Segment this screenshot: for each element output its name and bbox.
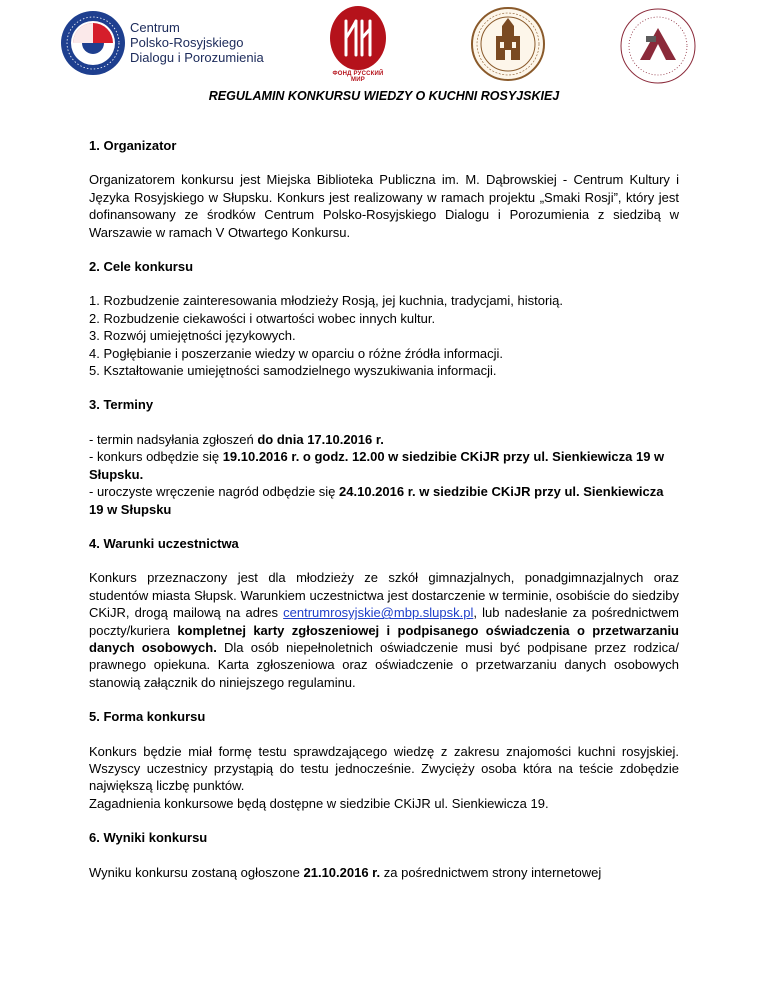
form-text-2: Zagadnienia konkursowe będą dostępne w siedzibie CKiJR ul. Sienkiewicza 19. [89,795,549,811]
section-heading-conditions: 4. Warunki uczestnictwa [89,535,239,551]
goal-item: 5. Kształtowanie umiejętności samodzielnego wyszukiwania informacji. [89,363,497,379]
russkiy-mir-caption: ФОНД РУССКИЙ МИР [332,71,384,83]
conditions-part: Konkurs przeznaczony jest dla młodzieży ze szkół gimnazjalnych, ponadgimnazjalnych oraz studentów miasta Słupsk. Warunkiem uczestnictwa jest dostarczenie w terminie, osobiście do siedziby CKiJR, drogą mailową na adres [89,570,679,621]
conditions-text [89,569,679,691]
section-heading-form: 5. Forma konkursu [89,709,206,725]
goal-item: 2. Rozbudzenie ciekawości i otwartości wobec innych kultur. [89,310,436,326]
form-part: Konkurs będzie miał formę testu sprawdzającego wiedzę z zakresu znajomości kuchni rosyjskiej. Wszyscy uczestnicy przystąpią do testu jednocześnie. Zwycięży osoba która na teście zdobędzie największą liczbę punktów. [89,743,679,794]
document-body [89,137,679,898]
section-heading-dates: 3. Terminy [89,397,154,413]
section-heading-organizer: 1. Organizator [89,138,177,153]
goal-item: 3. Rozwój umiejętności językowych. [89,328,296,344]
date-value: 24.10.2016 r. w siedzibie CKiJR przy ul. Sienkiewicza 19 w Słupsku [89,484,664,517]
cpr-line-2: Polsko-Rosyjskiego [130,35,244,50]
results-text [89,864,679,881]
date-value: 19.10.2016 r. o godz. 12.00 w siedzibie CKiJR przy ul. Sienkiewicza 19 w Słupsku. [89,449,665,482]
results-part: Wyniku konkursu zostaną ogłoszone [89,864,304,880]
logo-bar [0,0,768,90]
section-heading-results: 6. Wyniki konkursu [89,830,208,846]
date-item-deadline [89,431,679,448]
russkiy-mir-emblem-icon [328,5,388,71]
results-part: za pośrednictwem strony internetowej [380,864,602,880]
dates-list [89,431,679,518]
email-link[interactable]: centrumrosyjskie@mbp.slupsk.pl [283,605,474,621]
date-label: - uroczyste wręczenie nagród odbędzie się [89,484,340,500]
cpr-line-1: Centrum [130,20,180,35]
organizer-text: Organizatorem konkursu jest Miejska Biblioteka Publiczna im. M. Dąbrowskiej - Centrum Kultury i Języka Rosyjskiego w Słupsku. Konkurs jest realizowany w ramach projektu „Smaki Rosji”, który jest dofinansowany ze środków Centrum Polsko-Rosyjskiego Dialogu i Porozumienia z siedzibą w Warszawie w ramach V Otwartego Konkursu. [89,172,679,240]
ckjr-logo [618,6,698,86]
date-label: - termin nadsyłania zgłoszeń [89,431,258,447]
date-label: - konkurs odbędzie się [89,449,223,465]
goal-item: 1. Rozbudzenie zainteresowania młodzieży Rosją, jej kuchnia, tradycjami, historią. [89,293,564,309]
results-date: 21.10.2016 r. [303,864,381,880]
document-title: REGULAMIN KONKURSU WIEDZY O KUCHNI ROSYJSKIEJ [208,89,560,103]
form-text [89,743,679,795]
date-item-awards [89,483,679,518]
cpr-name [130,20,264,65]
cpr-emblem-icon [60,10,126,76]
goals-list [89,292,679,379]
cpr-logo [60,10,310,80]
date-value: do dnia 17.10.2016 r. [257,431,384,447]
conditions-part: , lub nadesłanie za pośrednictwem poczty/kuriera [89,605,679,638]
library-seal-icon [470,6,546,82]
goal-item: 4. Pogłębianie i poszerzanie wiedzy w oparciu o różne źródła informacji. [89,345,504,361]
date-item-contest [89,448,679,483]
library-logo [470,6,546,82]
conditions-part: Dla osób niepełnoletnich oświadczenie musi być podpisane przez rodzica/ prawnego opiekuna. Karta zgłoszeniowa oraz oświadczenie o przetwarzaniu danych osobowych stanowią załącznik do niniejszego regulaminu. [89,639,679,690]
conditions-bold: kompletnej karty zgłoszeniowej i podpisanego oświadczenia o przetwarzaniu danych osobowych. [89,622,679,655]
ckjr-seal-icon [618,6,698,86]
section-heading-goals: 2. Cele konkursu [89,259,194,275]
cpr-line-3: Dialogu i Porozumienia [130,50,264,65]
russkiy-mir-logo [328,5,388,85]
